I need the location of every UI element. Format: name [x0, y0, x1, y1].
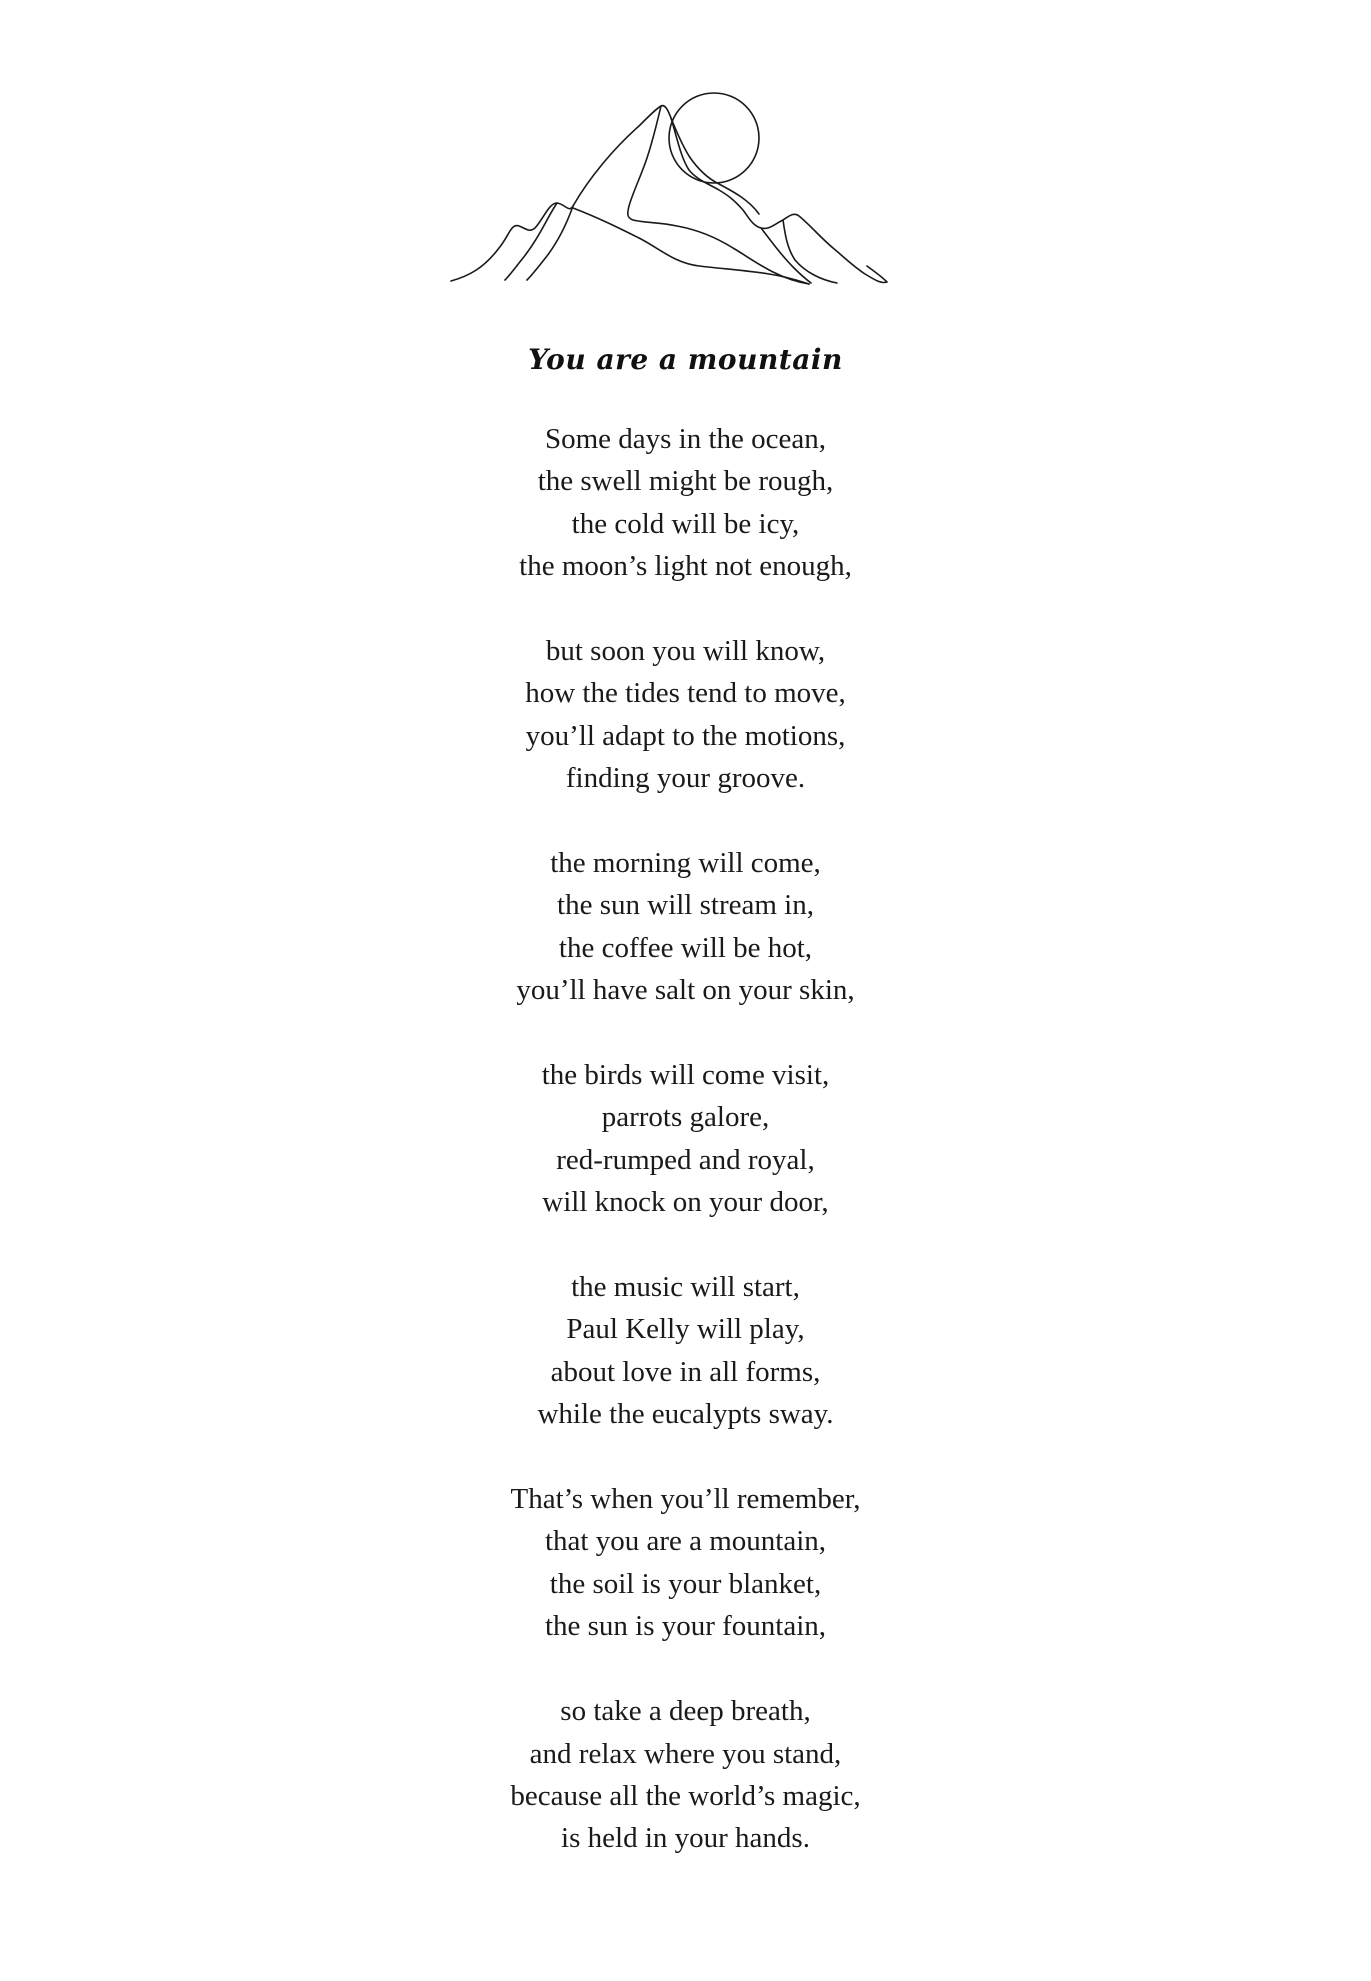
mountain-sun-line-art-icon: [449, 88, 889, 293]
poem-line: Paul Kelly will play,: [566, 1313, 805, 1346]
stanza: [0, 1054, 1371, 1224]
poem-line: will knock on your door,: [542, 1186, 829, 1219]
poem-line: That’s when you’ll remember,: [510, 1483, 861, 1516]
stanza: [0, 1478, 1371, 1648]
stanza: [0, 418, 1371, 588]
poem-line: red-rumped and royal,: [556, 1143, 815, 1176]
poem-body: [0, 418, 1371, 1902]
poem-line: because all the world’s magic,: [510, 1779, 861, 1812]
poem-line: the sun is your fountain,: [544, 1610, 827, 1643]
poem-line: you’ll have salt on your skin,: [516, 974, 855, 1007]
stanza: [0, 842, 1371, 1012]
poem-line: the sun will stream in,: [557, 889, 814, 922]
poem-line: the birds will come visit,: [541, 1059, 830, 1092]
poem-line: how the tides tend to move,: [525, 677, 846, 710]
poem-line: so take a deep breath,: [560, 1695, 811, 1728]
poem-line: the swell might be rough,: [537, 465, 834, 498]
poem-line: the cold will be icy,: [571, 507, 800, 540]
poem-title: You are a mountain: [528, 343, 843, 376]
poem-line: is held in your hands.: [561, 1822, 810, 1855]
poem-line: while the eucalypts sway.: [537, 1398, 834, 1431]
poem-line: finding your groove.: [565, 762, 806, 795]
poem-line: that you are a mountain,: [544, 1525, 827, 1558]
poem-line: the moon’s light not enough,: [519, 550, 852, 583]
poem-line: parrots galore,: [601, 1101, 770, 1134]
poem-line: Some days in the ocean,: [544, 423, 827, 455]
poem-line: you’ll adapt to the motions,: [525, 719, 846, 752]
stanza: [0, 630, 1371, 800]
poem-line: about love in all forms,: [550, 1355, 821, 1388]
stanza: [0, 1266, 1371, 1436]
poem-line: and relax where you stand,: [529, 1737, 842, 1770]
poem-line: the soil is your blanket,: [549, 1567, 822, 1600]
poem-line: the coffee will be hot,: [558, 931, 813, 964]
poem-line: the morning will come,: [550, 847, 821, 880]
poem-line: but soon you will know,: [545, 635, 826, 668]
stanza: [0, 1690, 1371, 1860]
poem-line: the music will start,: [571, 1271, 800, 1304]
